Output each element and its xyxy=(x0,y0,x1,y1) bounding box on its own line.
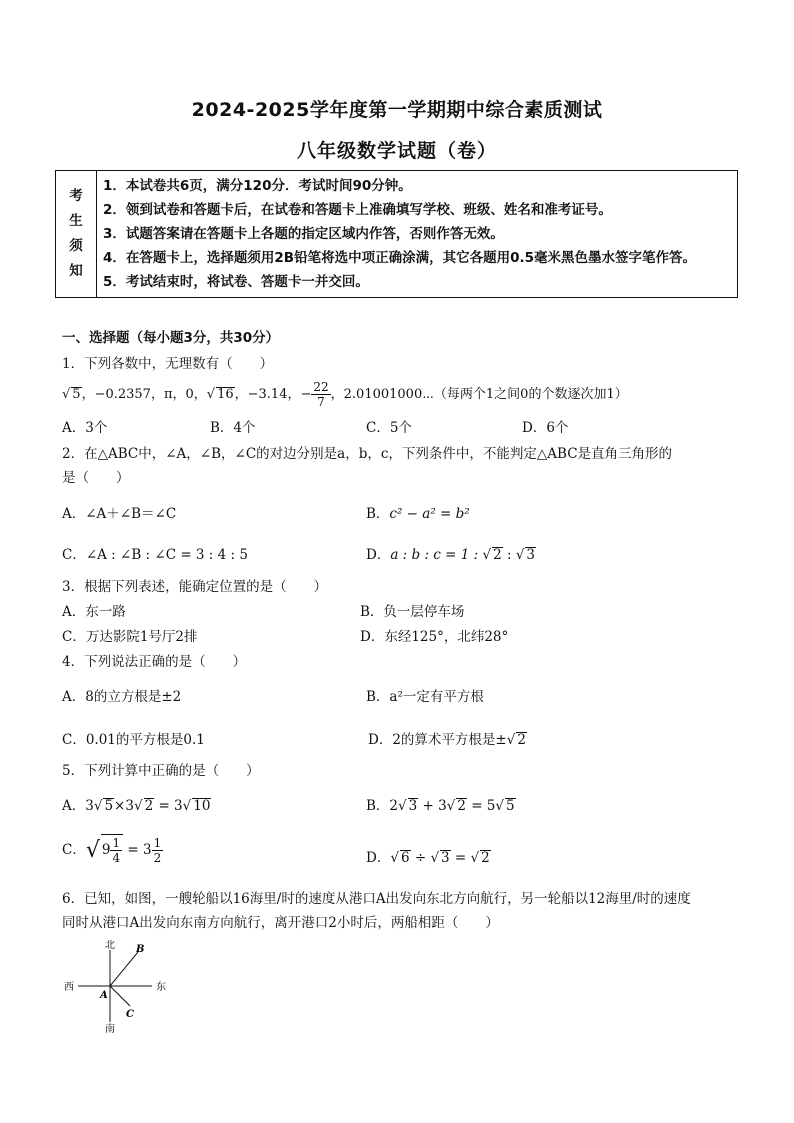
q2-option-d-r1: 2 xyxy=(493,547,502,563)
q5-option-b-r2: 2 xyxy=(457,798,466,814)
section-heading: 一、选择题（每小题3分，共30分） xyxy=(62,330,280,346)
q5-option-a-r3: 10 xyxy=(193,798,211,814)
q1-frac-num: 22 xyxy=(313,380,329,394)
q4-option-c: C．0.01的平方根是0.1 xyxy=(62,732,205,748)
q5-option-d-eq: = xyxy=(450,850,471,866)
q5-option-d xyxy=(366,846,491,866)
sqrt-symbol: √ xyxy=(182,798,192,814)
point-a-label: A xyxy=(100,990,108,1001)
notice-rule-1: 1．本试卷共6页，满分120分．考试时间90分钟。 xyxy=(103,178,412,194)
q2-option-b-prefix: B． xyxy=(366,506,390,522)
notice-table xyxy=(55,170,738,298)
q5-option-d-r3: 2 xyxy=(481,850,490,866)
ray-ac xyxy=(110,986,130,1006)
notice-label-char: 知 xyxy=(69,263,83,279)
q1-numbers xyxy=(62,380,628,409)
exam-subtitle: 八年级数学试题（卷） xyxy=(296,140,497,162)
q5-option-b xyxy=(366,794,516,814)
notice-rules xyxy=(97,171,738,298)
q5-option-d-r2: 3 xyxy=(441,850,450,866)
q4-option-d-r: 2 xyxy=(517,732,526,748)
q1-option-c: C．5个 xyxy=(366,420,412,436)
south-label: 南 xyxy=(105,1024,115,1035)
sqrt-symbol: √ xyxy=(62,387,71,402)
q1-option-b: B．4个 xyxy=(210,420,256,436)
q1-numbers-part3: ，2.01001000⋯（每两个1之间0的个数逐次加1） xyxy=(330,387,628,402)
q5-option-c-den: 4 xyxy=(112,851,121,865)
q5-option-b-r1: 3 xyxy=(408,798,418,814)
point-c-label: C xyxy=(126,1009,134,1020)
q1-stem: 1．下列各数中，无理数有（ ） xyxy=(62,356,274,372)
notice-label-char: 生 xyxy=(69,213,83,229)
q4-option-d-prefix: D．2的算术平方根是± xyxy=(368,732,507,748)
q2-option-d-prefix: D． xyxy=(366,547,391,563)
q5-option-c-num: 1 xyxy=(112,836,121,850)
sqrt-symbol: √ xyxy=(430,850,440,866)
sqrt-symbol: √ xyxy=(446,798,456,814)
q2-option-d-text: a : b : c = 1 : xyxy=(390,547,483,563)
q5-option-d-r1: 6 xyxy=(400,850,410,866)
q1-frac-den: 7 xyxy=(317,395,325,409)
q5-stem: 5．下列计算中正确的是（ ） xyxy=(62,763,260,779)
q5-option-b-mid: + 3 xyxy=(418,798,447,814)
q1-sqrt16: 16 xyxy=(217,387,234,402)
notice-label xyxy=(56,171,97,298)
q5-option-c xyxy=(62,834,163,865)
q4-option-d xyxy=(368,728,527,748)
q1-numbers-part1: ，−0.2357，π，0， xyxy=(81,387,207,402)
sqrt-symbol: √ xyxy=(85,838,100,863)
sqrt-symbol: √ xyxy=(398,798,407,814)
q2-option-d-r2: 3 xyxy=(526,547,536,563)
q5-option-c-eq: = 3 xyxy=(123,842,152,858)
q2-stem-line1: 2．在△ABC中，∠A，∠B，∠C的对边分别是a，b，c，下列条件中，不能判定△ABC是直角三角形的 xyxy=(62,446,673,462)
q5-option-c-prefix: C． xyxy=(62,842,86,858)
q5-option-a xyxy=(62,794,211,814)
q1-option-a: A．3个 xyxy=(62,420,108,436)
q2-option-d-sep: : xyxy=(502,547,516,563)
q5-option-a-prefix: A．3 xyxy=(62,798,94,814)
q1-numbers-part2: ，−3.14，− xyxy=(234,387,312,402)
q5-option-b-eq: = 5 xyxy=(466,798,496,814)
sqrt-symbol: √ xyxy=(495,798,504,814)
q5-option-d-prefix: D． xyxy=(366,850,391,866)
sqrt-symbol: √ xyxy=(93,798,103,814)
q2-option-b-math: c² − a² = b² xyxy=(389,506,470,522)
q5-option-b-prefix: B．2 xyxy=(366,798,399,814)
notice-rule-4: 4．在答题卡上，选择题须用2B铅笔将选中项正确涂满，其它各题用0.5毫米黑色墨水签字笔作答。 xyxy=(103,250,696,266)
q5-option-c-den2: 2 xyxy=(153,851,162,865)
sqrt-symbol: √ xyxy=(506,732,516,748)
sqrt-symbol: √ xyxy=(482,547,492,563)
q2-stem-line2: 是（ ） xyxy=(62,470,130,486)
q5-option-b-r3: 5 xyxy=(506,798,515,814)
notice-rule-2: 2．领到试卷和答题卡后，在试卷和答题卡上准确填写学校、班级、姓名和准考证号。 xyxy=(103,202,612,218)
q2-option-a: A．∠A＋∠B＝∠C xyxy=(62,506,177,522)
q5-option-d-mid: ÷ xyxy=(410,850,431,866)
west-label: 西 xyxy=(64,982,74,993)
east-label: 东 xyxy=(156,982,166,993)
q4-option-a: A．8的立方根是±2 xyxy=(62,689,182,705)
q5-option-c-frac xyxy=(110,836,122,865)
q3-option-c: C．万达影院1号厅2排 xyxy=(62,629,198,645)
point-b-label: B xyxy=(136,944,145,955)
q4-option-b: B．a²一定有平方根 xyxy=(366,689,484,705)
q5-option-a-eq: = 3 xyxy=(154,798,183,814)
notice-label-char: 须 xyxy=(69,238,83,254)
notice-rule-3: 3．试题答案请在答题卡上各题的指定区域内作答，否则作答无效。 xyxy=(103,226,504,242)
q5-option-a-r1: 5 xyxy=(104,798,114,814)
q1-sqrt5: 5 xyxy=(72,387,81,402)
q3-option-a: A．东一路 xyxy=(62,604,126,620)
exam-title: 2024-2025学年度第一学期期中综合素质测试 xyxy=(191,99,603,121)
q3-stem: 3．根据下列表述，能确定位置的是（ ） xyxy=(62,579,328,595)
q6-stem-line1: 6．已知，如图，一艘轮船以16海里/时的速度从港口A出发向东北方向航行，另一轮船以12海里/时的速度 xyxy=(62,891,691,907)
q6-stem-line2: 同时从港口A出发向东南方向航行，离开港口2小时后，两船相距（ ） xyxy=(62,915,499,931)
q2-option-c: C．∠A : ∠B : ∠C = 3 : 4 : 5 xyxy=(62,547,248,563)
q5-option-a-r2: 2 xyxy=(144,798,154,814)
q5-option-c-radicand xyxy=(101,834,123,865)
ray-ab xyxy=(110,952,138,986)
sqrt-symbol: √ xyxy=(206,387,216,402)
notice-rule-5: 5．考试结束时，将试卷、答题卡一并交回。 xyxy=(103,274,369,290)
q2-option-b xyxy=(366,502,470,522)
q5-option-a-mid: ×3 xyxy=(114,798,134,814)
q1-fraction xyxy=(311,380,330,409)
sqrt-symbol: √ xyxy=(470,850,480,866)
compass-figure xyxy=(60,940,180,1035)
q4-stem: 4．下列说法正确的是（ ） xyxy=(62,654,247,670)
q2-option-d xyxy=(366,543,536,563)
q1-option-d: D．6个 xyxy=(522,420,569,436)
sqrt-symbol: √ xyxy=(133,798,143,814)
sqrt-symbol: √ xyxy=(390,850,399,866)
q5-option-c-frac2 xyxy=(152,836,164,865)
notice-label-char: 考 xyxy=(69,188,83,204)
north-label: 北 xyxy=(105,940,115,951)
sqrt-symbol: √ xyxy=(515,547,525,563)
q5-option-c-num2: 1 xyxy=(153,836,162,850)
q3-option-d: D．东经125°，北纬28° xyxy=(360,629,509,645)
q3-option-b: B．负一层停车场 xyxy=(360,604,465,620)
q5-option-c-whole: 9 xyxy=(101,842,111,858)
